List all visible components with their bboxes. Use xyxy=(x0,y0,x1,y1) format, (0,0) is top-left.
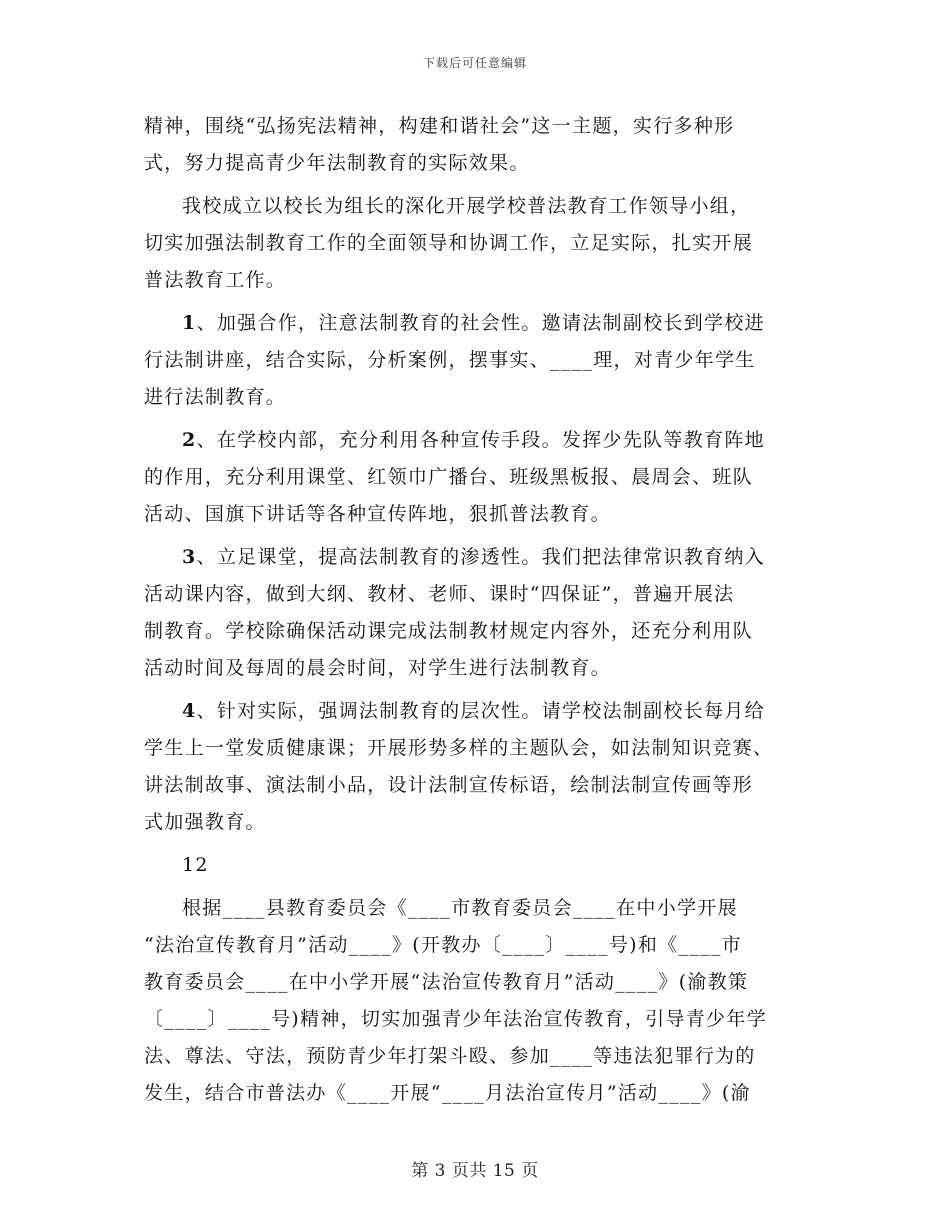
text-segment: 、在学校内部，充分利用各种宣传手段。发挥少先队等教育阵地 xyxy=(196,429,765,451)
text-line: 〔____〕____号)精神，切实加强青少年法治宣传教育，引导青少年学 xyxy=(144,1008,767,1030)
text-line: 活动课内容，做到大纲、教材、老师、课时“四保证”，普遍开展法 xyxy=(144,583,735,605)
paragraph-3 xyxy=(144,305,806,416)
paragraph-4 xyxy=(144,422,806,533)
text-line xyxy=(144,422,806,459)
text-line: 根据____县教育委员会《____市教育委员会____在中小学开展 xyxy=(182,897,738,919)
text-line: 活动时间及每周的晨会时间，对学生进行法制教育。 xyxy=(144,657,611,679)
text-line: 的作用，充分利用课堂、红领巾广播台、班级黑板报、晨周会、班队 xyxy=(144,466,754,488)
text-line: 式加强教育。 xyxy=(144,811,266,833)
text-line xyxy=(144,693,806,730)
text-line: “法治宣传教育月”活动____》(开教办〔____〕____号)和《____市 xyxy=(144,934,742,956)
text-segment: 、加强合作，注意法制教育的社会性。邀请法制副校长到学校进 xyxy=(196,312,765,334)
text-line: 我校成立以校长为组长的深化开展学校普法教育工作领导小组， xyxy=(182,195,751,217)
text-line: 行法制讲座，结合实际，分析案例，摆事实、____理，对青少年学生 xyxy=(144,349,756,371)
item-number: 1 xyxy=(182,312,197,334)
text-line: 活动、国旗下讲话等各种宣传阵地，狠抓普法教育。 xyxy=(144,503,611,525)
text-line xyxy=(144,539,806,576)
paragraph-1 xyxy=(144,108,806,182)
document-body xyxy=(144,108,806,1112)
item-number: 4 xyxy=(182,700,197,722)
text-line xyxy=(144,305,806,342)
paragraph-5 xyxy=(144,539,806,687)
text-segment: 、针对实际，强调法制教育的层次性。请学校法制副校长每月给 xyxy=(196,700,765,722)
text-line: 切实加强法制教育工作的全面领导和协调工作，立足实际，扎实开展 xyxy=(144,232,754,254)
paragraph-2 xyxy=(144,188,806,299)
paragraph-6 xyxy=(144,693,806,841)
item-number: 3 xyxy=(182,546,197,568)
text-line: 学生上一堂发质健康课；开展形势多样的主题队会，如法制知识竞赛、 xyxy=(144,737,774,759)
paragraph-7 xyxy=(144,847,806,884)
text-line: 制教育。学校除确保活动课完成法制教材规定内容外，还充分利用队 xyxy=(144,620,754,642)
text-line: 12 xyxy=(182,854,209,876)
item-number: 2 xyxy=(182,429,197,451)
text-line: 普法教育工作。 xyxy=(144,269,287,291)
text-line: 发生，结合市普法办《____开展“____月法治宣传月”活动____》(渝 xyxy=(144,1082,751,1104)
text-segment: 、立足课堂，提高法制教育的渗透性。我们把法律常识教育纳入 xyxy=(196,546,765,568)
text-line: 教育委员会____在中小学开展“法治宣传教育月”活动____》(渝教策 xyxy=(144,971,749,993)
text-line: 进行法制教育。 xyxy=(144,386,287,408)
text-line: 法、尊法、守法，预防青少年打架斗殴、参加____等违法犯罪行为的 xyxy=(144,1045,756,1067)
text-line: 精神，围绕“弘扬宪法精神，构建和谐社会”这一主题，实行多种形 xyxy=(144,115,735,137)
page-header: 下载后可任意编辑 xyxy=(422,56,527,70)
text-line: 式，努力提高青少年法制教育的实际效果。 xyxy=(144,152,530,174)
page-footer: 第 3 页共 15 页 xyxy=(411,1161,539,1181)
paragraph-8 xyxy=(144,890,806,1112)
text-line: 讲法制故事、演法制小品，设计法制宣传标语，绘制法制宣传画等形 xyxy=(144,774,754,796)
